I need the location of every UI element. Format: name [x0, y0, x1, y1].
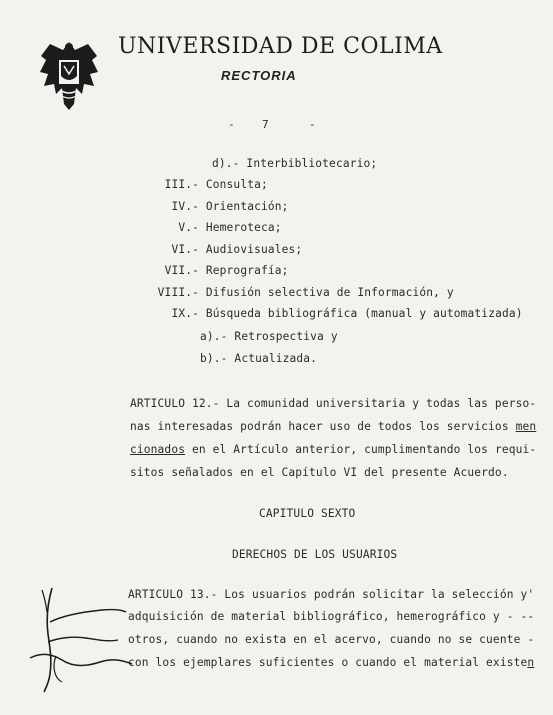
- list-item: [120, 243, 302, 256]
- list-item-number: VII.-: [164, 264, 199, 277]
- list-item: [120, 264, 289, 277]
- list-item: [120, 200, 289, 213]
- list-item-text: Hemeroteca;: [205, 221, 282, 234]
- list-item-number: VIII.-: [157, 286, 199, 299]
- article-12-line-3-text: en el Artículo anterior, cumplimentando los requi-: [185, 443, 537, 456]
- list-item-number: IX.-: [171, 307, 199, 320]
- list-item-text: Difusión selectiva de Información, y: [205, 286, 454, 299]
- sub-item-b: b).- Actualizada.: [200, 352, 318, 365]
- article-12-line-3-underlined: cionados: [130, 443, 186, 456]
- article-12-line-3: [130, 443, 536, 456]
- chapter-title: CAPITULO SEXTO: [259, 507, 356, 520]
- list-item-text: Búsqueda bibliográfica (manual y automatizada): [205, 307, 523, 320]
- article-13-line-2: adquisición de material bibliográfico, hemerográfico y - --: [128, 610, 535, 623]
- article-12-line-2: [130, 420, 536, 433]
- list-item-number: IV.-: [171, 200, 199, 213]
- list-item-text: Orientación;: [205, 200, 289, 213]
- article-12-line-2-underlined: men: [515, 420, 537, 433]
- university-crest-logo: [38, 38, 100, 112]
- chapter-subtitle: DERECHOS DE LOS USUARIOS: [232, 548, 398, 561]
- list-item: [120, 307, 523, 320]
- page-number: 7: [262, 118, 269, 131]
- article-13-line-4-text: con los ejemplares suficientes o cuando el material existe: [128, 656, 528, 669]
- list-item-text: Audiovisuales;: [205, 243, 303, 256]
- office-name: RECTORIA: [221, 68, 297, 83]
- article-13-line-4: [128, 656, 534, 669]
- list-item: [120, 221, 282, 234]
- article-12-line-4: sitos señalados en el Capítulo VI del presente Acuerdo.: [130, 466, 509, 479]
- page-number-left-dash: -: [228, 118, 235, 131]
- page-number-right-dash: -: [309, 118, 316, 131]
- list-item: [120, 286, 454, 299]
- sub-item-a: a).- Retrospectiva y: [200, 330, 338, 343]
- list-item-number: V.-: [178, 221, 199, 234]
- list-item-d: d).- Interbibliotecario;: [212, 157, 378, 170]
- list-item-number: VI.-: [171, 243, 199, 256]
- article-13-line-4-underlined: n: [527, 656, 535, 669]
- article-12-line-2-text: nas interesadas podrán hacer uso de todos los servicios: [130, 420, 516, 433]
- handwritten-signature: [22, 582, 142, 702]
- article-12-line-1: ARTICULO 12.- La comunidad universitaria y todas las perso-: [130, 397, 537, 410]
- list-item-text: Consulta;: [205, 178, 268, 191]
- article-13-line-3: otros, cuando no exista en el acervo, cuando no se cuente -: [128, 633, 535, 646]
- university-name: UNIVERSIDAD DE COLIMA: [118, 34, 443, 59]
- list-item-text: Reprografía;: [205, 264, 289, 277]
- list-item-number: III.-: [164, 178, 199, 191]
- list-item: [120, 178, 268, 191]
- article-13-line-1: ARTICULO 13.- Los usuarios podrán solicitar la selección y': [128, 588, 535, 601]
